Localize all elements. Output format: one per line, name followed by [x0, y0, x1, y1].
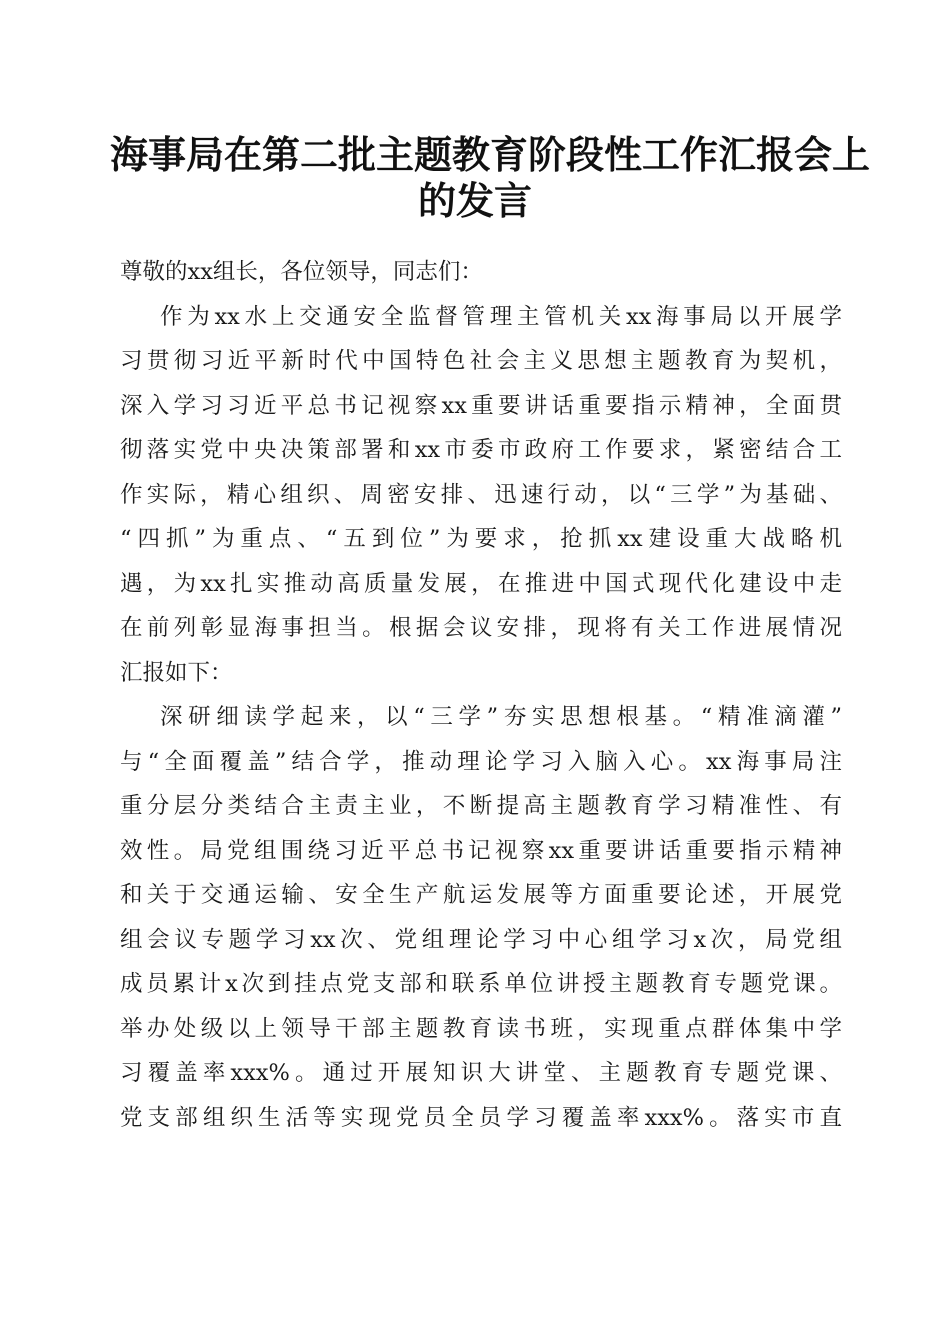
salutation: 尊敬的xx组长，各位领导，同志们：: [120, 259, 483, 285]
paragraph-2-line: 深研细读学起来，以“三学”夯实思想根基。“精准滴灌”: [160, 704, 842, 730]
paragraph-1-line: 遇，为xx扎实推动高质量发展，在推进中国式现代化建设中走: [120, 570, 842, 597]
paragraph-1-line: 作为xx水上交通安全监督管理主管机关xx海事局以开展学: [160, 303, 842, 330]
paragraph-2-line: 重分层分类结合主责主业，不断提高主题教育学习精准性、有: [120, 793, 842, 819]
paragraph-1-line: 深入学习习近平总书记视察xx重要讲话重要指示精神，全面贯: [120, 392, 842, 419]
title-line-1: 海事局在第二批主题教育阶段性工作汇报会上: [110, 132, 871, 177]
paragraph-2-line: 效性。局党组围绕习近平总书记视察xx重要讲话重要指示精神: [120, 837, 842, 864]
paragraph-1-line: “四抓”为重点、“五到位”为要求，抢抓xx建设重大战略机: [120, 526, 842, 552]
document-title: [110, 132, 871, 224]
paragraph-2-line: 与“全面覆盖”结合学，推动理论学习入脑入心。xx海事局注: [120, 748, 842, 775]
document-body: [120, 250, 842, 1140]
paragraph-1-line: 在前列彰显海事担当。根据会议安排，现将有关工作进展情况: [120, 615, 842, 641]
paragraph-2-line: 和关于交通运输、安全生产航运发展等方面重要论述，开展党: [120, 882, 842, 908]
paragraph-2-line: 举办处级以上领导干部主题教育读书班，实现重点群体集中学: [120, 1015, 842, 1042]
paragraph-1-line: 彻落实党中央决策部署和xx市委市政府工作要求，紧密结合工: [120, 437, 842, 463]
paragraph-1-line: 习贯彻习近平新时代中国特色社会主义思想主题教育为契机，: [120, 348, 842, 374]
paragraph-1-line: 汇报如下：: [120, 659, 233, 686]
paragraph-2-line: 成员累计x次到挂点党支部和联系单位讲授主题教育专题党课。: [120, 971, 842, 997]
paragraph-2-line: 习覆盖率xxx%。通过开展知识大讲堂、主题教育专题党课、: [120, 1060, 842, 1086]
paragraph-2-line: 组会议专题学习xx次、党组理论学习中心组学习x次，局党组: [120, 926, 842, 953]
paragraph-1-line: 作实际，精心组织、周密安排、迅速行动，以“三学”为基础、: [120, 481, 842, 508]
paragraph-2-line: 党支部组织生活等实现党员全员学习覆盖率xxx%。落实市直: [120, 1104, 842, 1131]
title-line-2: 的发言: [417, 178, 532, 223]
